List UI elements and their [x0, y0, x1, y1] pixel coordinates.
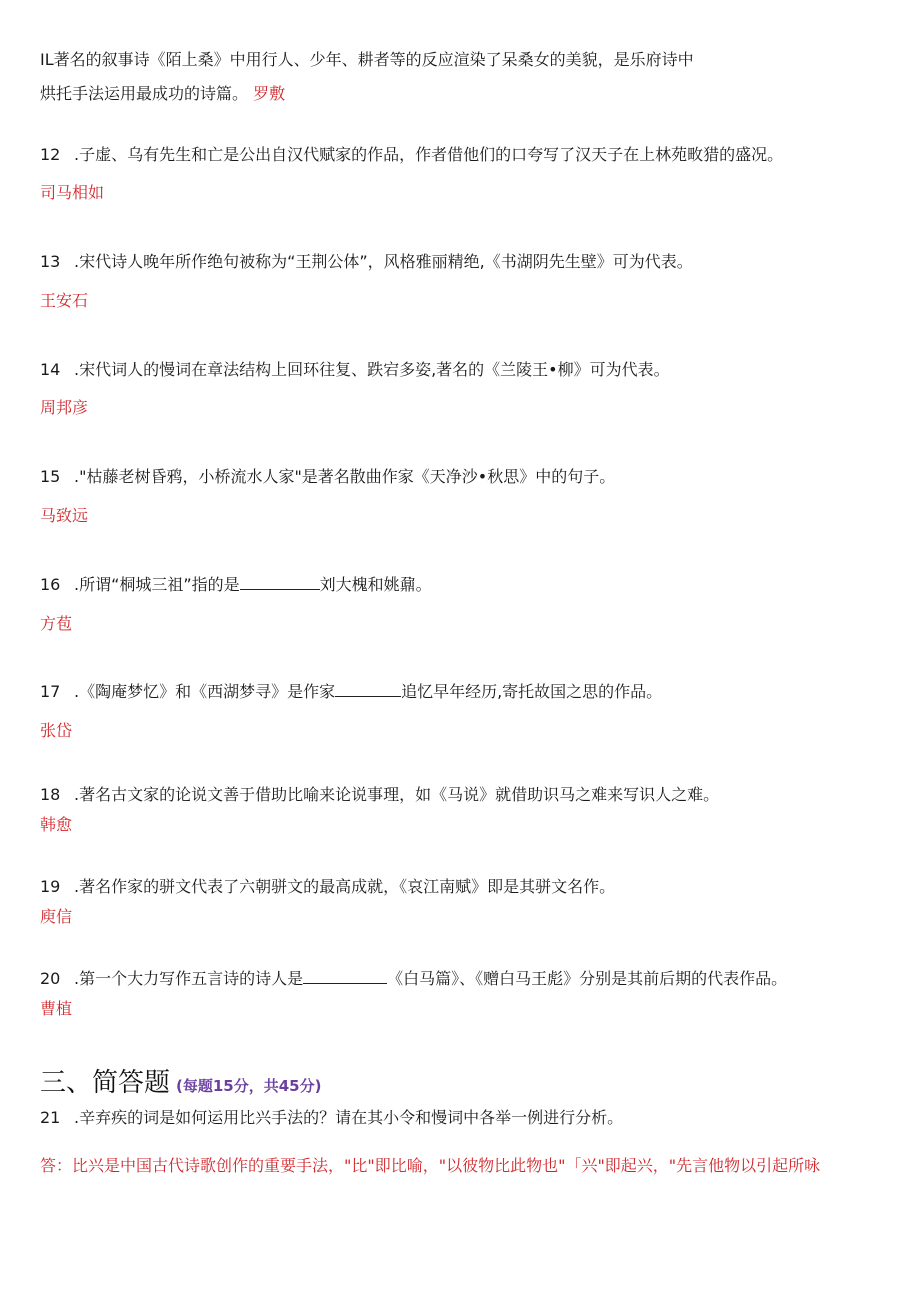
question-16 [40, 575, 432, 595]
answer-text: 罗敷 [253, 84, 286, 103]
question-number: 15 [40, 467, 61, 486]
answer-16: 方苞 [40, 614, 73, 633]
fill-blank [240, 575, 320, 590]
question-number: 20 [40, 969, 61, 988]
question-text: .宋代诗人晚年所作绝句被称为“王荆公体”，风格雅丽精绝,《书湖阴先生壁》可为代表。 [74, 252, 693, 271]
question-number: 14 [40, 360, 61, 379]
question-13 [40, 252, 693, 272]
question-text: .著名古文家的论说文善于借助比喻来论说事理，如《马说》就借助识马之难来写识人之难。 [74, 785, 720, 804]
question-text: .宋代词人的慢词在章法结构上回环往复、跌宕多姿,著名的《兰陵王•柳》可为代表。 [74, 360, 670, 379]
question-text: .第一个大力写作五言诗的诗人是 [74, 969, 304, 988]
question-15 [40, 467, 615, 487]
question-text: .子虚、乌有先生和亡是公出自汉代赋家的作品，作者借他们的口夸写了汉天子在上林苑畋猎的盛况。 [74, 145, 784, 164]
answer-19: 庾信 [40, 907, 73, 926]
question-text: .辛弃疾的词是如何运用比兴手法的？请在其小令和慢词中各举一例进行分析。 [74, 1108, 624, 1127]
question-17 [40, 682, 662, 702]
answer-18: 韩愈 [40, 815, 73, 834]
question-20 [40, 969, 787, 989]
question-text: .所谓“桐城三祖”指的是 [74, 575, 240, 594]
question-text: 《白马篇》、《赠白马王彪》分别是其前后期的代表作品。 [387, 969, 788, 988]
fill-blank [335, 682, 401, 697]
question-text: .《陶庵梦忆》和《西湖梦寻》是作家 [74, 682, 336, 701]
answer-13: 王安石 [40, 291, 89, 310]
answer-20: 曹植 [40, 999, 73, 1018]
answer-15: 马致远 [40, 506, 89, 525]
section-score-note: (每题15分，共45分) [176, 1077, 322, 1095]
section-title: 三、简答题 [40, 1068, 171, 1098]
question-text: 追忆早年经历,寄托故国之思的作品。 [401, 682, 663, 701]
question-12 [40, 145, 783, 165]
answer-17: 张岱 [40, 721, 73, 740]
answer-21: 答：比兴是中国古代诗歌创作的重要手法，"比"即比喻，"以彼物比此物也"「兴"即起兴，"先言他物以引起所咏 [40, 1156, 821, 1175]
intro-line-2: 烘托手法运用最成功的诗篇。 罗敷 [40, 84, 286, 103]
fill-blank [303, 969, 387, 984]
answer-14: 周邦彦 [40, 398, 89, 417]
question-number: 13 [40, 252, 61, 271]
intro-line-1: IL著名的叙事诗《陌上桑》中用行人、少年、耕者等的反应渲染了呆桑女的美貌，是乐府诗中 [40, 50, 694, 69]
question-number: 17 [40, 682, 61, 701]
question-14 [40, 360, 670, 380]
question-text: ."枯藤老树昏鸦，小桥流水人家"是著名散曲作家《天净沙•秋思》中的句子。 [74, 467, 616, 486]
section-heading [40, 1062, 321, 1099]
question-number: 19 [40, 877, 61, 896]
question-text: .著名作家的骈文代表了六朝骈文的最高成就，《哀江南赋》即是其骈文名作。 [74, 877, 616, 896]
question-number: 16 [40, 575, 61, 594]
question-19 [40, 877, 615, 897]
answer-12: 司马相如 [40, 183, 105, 202]
question-text: 刘大槐和姚鼐。 [319, 575, 432, 594]
question-18 [40, 785, 719, 805]
question-number: 18 [40, 785, 61, 804]
question-number: 12 [40, 145, 61, 164]
question-21 [40, 1108, 623, 1128]
question-number: 21 [40, 1108, 61, 1127]
